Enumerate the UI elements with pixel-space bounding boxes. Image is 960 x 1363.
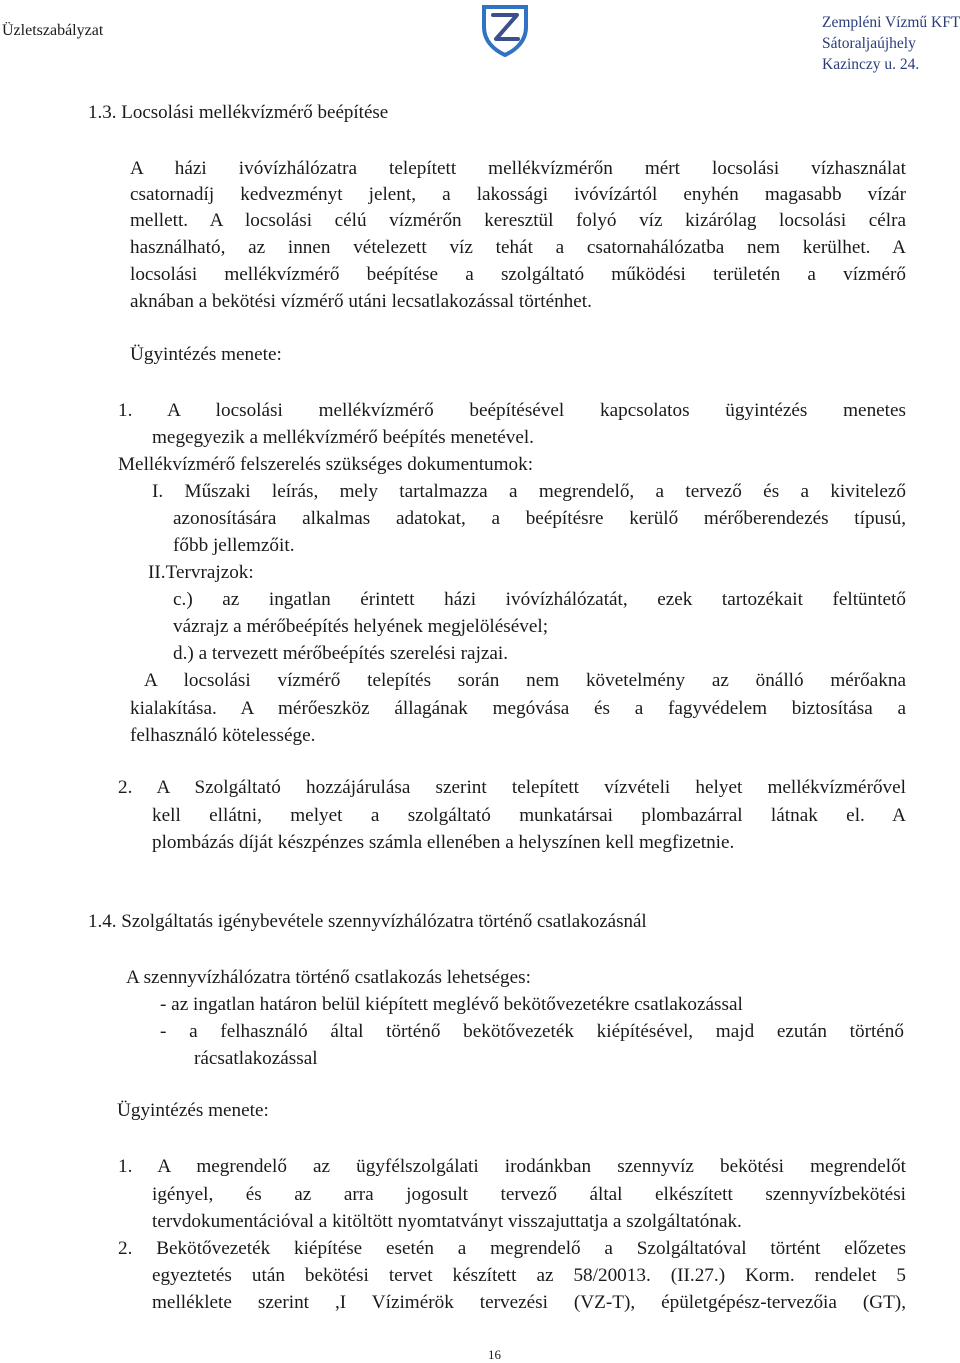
s14-item2-line: melléklete szerint ,I Vízimérök tervezési (VZ-T), épületgépész-tervezőia (GT), bbox=[152, 1292, 906, 1313]
s14-dash-item: rácsatlakozással bbox=[194, 1048, 318, 1069]
s14-dash-item: - az ingatlan határon belül kiépített meglévő bekötővezetékre csatlakozással bbox=[160, 994, 743, 1015]
s13-item2-line: kell ellátni, melyet a szolgáltató munkatársai plombazárral látnak el. A bbox=[152, 805, 906, 826]
s13-doc-d: d.) a tervezett mérőbeépítés szerelési rajzai. bbox=[173, 643, 509, 664]
page-number: 16 bbox=[488, 1347, 501, 1362]
s13-para-line: mellett. A locsolási célú vízmérőn keresztül folyó víz kizárólag locsolási célra bbox=[130, 210, 906, 231]
header-company bbox=[822, 12, 960, 75]
s13-after-line: A locsolási vízmérő telepítés során nem követelmény az önálló mérőakna bbox=[144, 670, 906, 691]
s14-item1-line: 1. A megrendelő az ügyfélszolgálati irodánkban szennyvíz bekötési megrendelőt bbox=[118, 1156, 906, 1177]
s13-para-line: használható, az innen vételezett víz tehát a csatornahálózatba nem kerülhet. A bbox=[130, 237, 906, 258]
s13-doc-i-line: főbb jellemzőit. bbox=[173, 535, 295, 556]
s14-item2-line: 2. Bekötővezeték kiépítése esetén a megrendelő a Szolgáltatóval történt előzetes bbox=[118, 1238, 906, 1259]
s14-item1-line: tervdokumentációval a kitöltött nyomtatványt visszajuttatja a szolgáltatónak. bbox=[152, 1211, 742, 1232]
s14-dash-item: - a felhasználó által történő bekötővezeték kiépítésével, majd ezután történő bbox=[160, 1021, 904, 1042]
header-doc-title: Üzletszabályzat bbox=[2, 22, 104, 39]
company-logo bbox=[478, 3, 532, 57]
s13-after-line: kialakítása. A mérőeszköz állagának megóvása és a fagyvédelem biztosítása a bbox=[130, 698, 906, 719]
company-name: Zempléni Vízmű KFT bbox=[822, 14, 960, 31]
s13-doc-i-line: azonosítására alkalmas adatokat, a beépítésre kerülő mérőberendezés típusú, bbox=[173, 508, 906, 529]
s13-docs-title: Mellékvízmérő felszerelés szükséges dokumentumok: bbox=[118, 454, 534, 475]
company-city: Sátoraljaújhely bbox=[822, 35, 916, 52]
s13-doc-ii: II.Tervrajzok: bbox=[148, 562, 254, 583]
s13-doc-c-line: vázrajz a mérőbeépítés helyének megjelölésével; bbox=[173, 616, 549, 637]
s14-procedure-heading: Ügyintézés menete: bbox=[117, 1100, 269, 1121]
company-address: Kazinczy u. 24. bbox=[822, 56, 920, 73]
s14-item1-line: igényel, és az arra jogosult tervező által elkészített szennyvízbekötési bbox=[152, 1184, 906, 1205]
s14-item2-line: egyeztetés után bekötési tervet készített az 58/20013. (II.27.) Korm. rendelet 5 bbox=[152, 1265, 906, 1286]
s13-doc-c-line: c.) az ingatlan érintett házi ivóvízhálózatát, ezek tartozékait feltüntető bbox=[173, 589, 906, 610]
s13-doc-i-line: I. Műszaki leírás, mely tartalmazza a megrendelő, a tervező és a kivitelező bbox=[152, 481, 906, 502]
section-1-4-title: 1.4. Szolgáltatás igénybevétele szennyvízhálózatra történő csatlakozásnál bbox=[88, 911, 647, 932]
s13-after-line: felhasználó kötelessége. bbox=[130, 725, 316, 746]
s13-procedure-heading: Ügyintézés menete: bbox=[130, 344, 282, 365]
s13-item1-line: megegyezik a mellékvízmérő beépítés menetével. bbox=[152, 427, 534, 448]
section-1-3-title: 1.3. Locsolási mellékvízmérő beépítése bbox=[88, 102, 389, 123]
s13-para-line: csatornadíj kedvezményt jelent, a lakossági ivóvízártól enyhén magasabb vízár bbox=[130, 184, 906, 205]
s13-para-line: aknában a bekötési vízmérő utáni lecsatlakozással történhet. bbox=[130, 291, 592, 312]
s14-intro: A szennyvízhálózatra történő csatlakozás lehetséges: bbox=[126, 967, 531, 988]
s13-item2-line: plombázás díját készpénzes számla ellenében a helyszínen kell megfizetnie. bbox=[152, 832, 735, 853]
s13-para-line: A házi ivóvízhálózatra telepített mellékvízmérőn mért locsolási vízhasználat bbox=[130, 158, 906, 179]
s13-item1-line: 1. A locsolási mellékvízmérő beépítésével kapcsolatos ügyintézés menetes bbox=[118, 400, 906, 421]
s13-para-line: locsolási mellékvízmérő beépítése a szolgáltató működési területén a vízmérő bbox=[130, 264, 906, 285]
s13-item2-line: 2. A Szolgáltató hozzájárulása szerint telepített vízvételi helyet mellékvízmérővel bbox=[118, 777, 906, 798]
